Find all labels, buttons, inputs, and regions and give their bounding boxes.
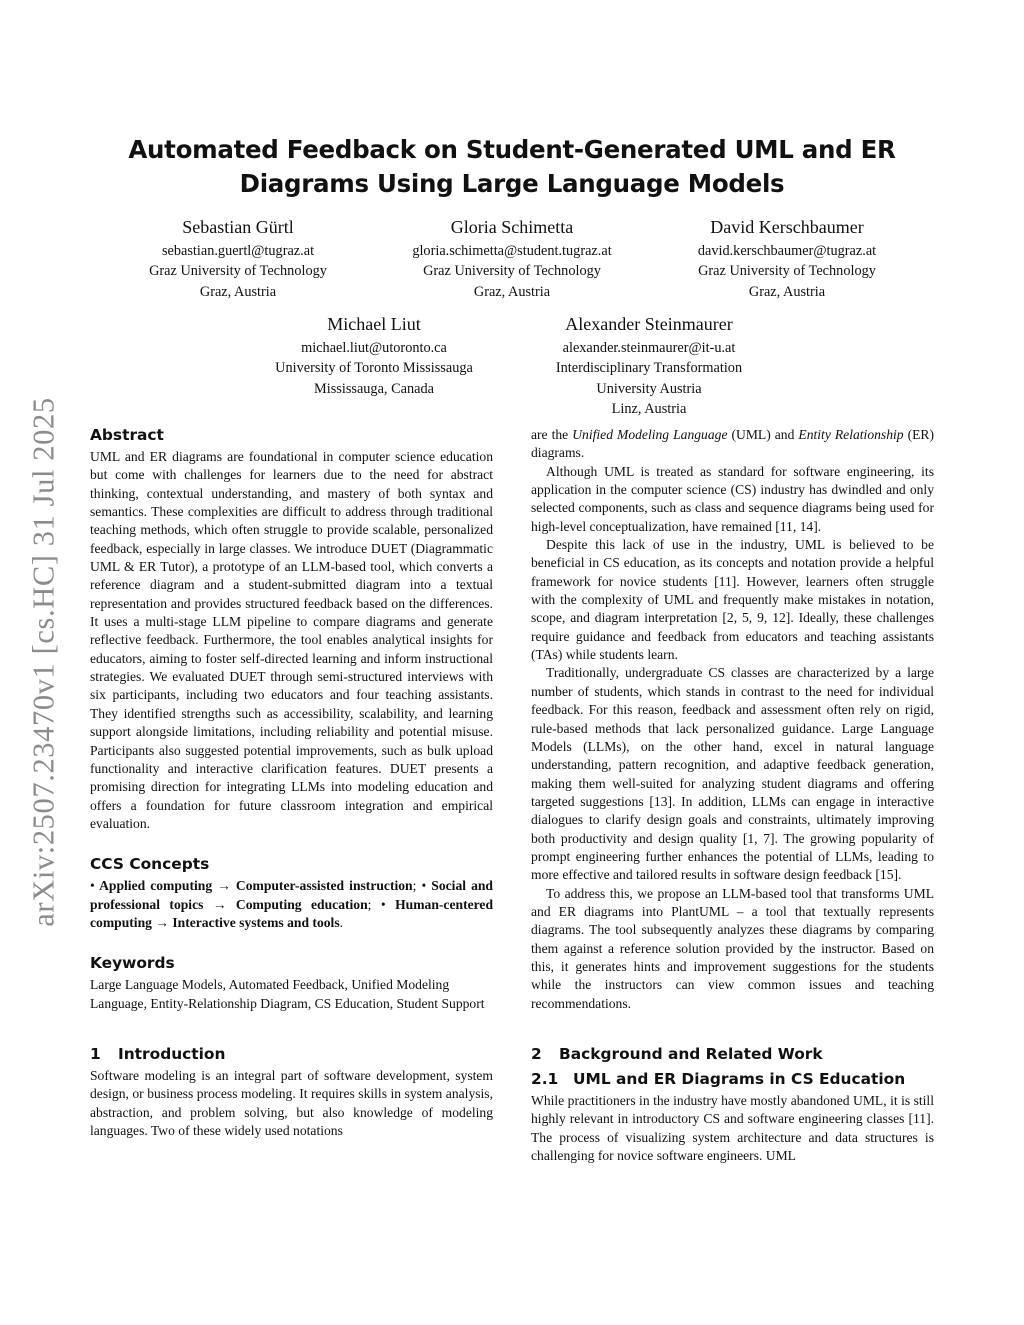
author-block xyxy=(637,214,937,302)
uml-er-subheading: 2.1 UML and ER Diagrams in CS Education xyxy=(531,1070,906,1088)
keywords-text: Large Language Models, Automated Feedback, Unified Modeling Language, Entity-Relationship Diagram, CS Education, Student Support xyxy=(90,977,485,1011)
author-email: david.kerschbaumer@tugraz.at xyxy=(697,243,877,259)
ccs-concepts: • Applied computing → Computer-assisted instruction; • Social and professional topics → Computing education; • Human-centered computing → Interactive systems and tools. xyxy=(90,878,494,930)
author-location: Graz, Austria xyxy=(199,283,277,300)
title-line-1: Automated Feedback on Student-Generated UML and ER xyxy=(128,135,896,164)
author-affiliation: Graz University of Technology xyxy=(149,263,327,280)
ccs-heading: CCS Concepts xyxy=(90,855,210,874)
keywords-heading: Keywords xyxy=(90,954,175,973)
author-name: Gloria Schimetta xyxy=(450,217,574,237)
author-email: michael.liut@utoronto.ca xyxy=(301,340,447,356)
intro-paragraph: Although UML is treated as standard for software engineering, its application in the computer science (CS) industry has dwindled and only selected components, such as class and sequence diagrams being used for high-level conceptualization, have remained [11, 14]. xyxy=(531,463,934,534)
author-name: David Kerschbaumer xyxy=(710,217,864,237)
background-paragraph: While practitioners in the industry have mostly abandoned UML, it is still highly relevant in introductory CS and software engineering classes [11]. The process of visualizing system architecture and data structures is challenging for novice software engineers. UML xyxy=(531,1093,934,1164)
author-affiliation: Graz University of Technology xyxy=(698,263,876,280)
abstract-text: UML and ER diagrams are foundational in computer science education but come with challenges for learners due to the need for abstract thinking, contextual understanding, and mastery of both syntax and semantics. These complexities are difficult to address through traditional teaching methods, which often struggle to provide scalable, personalized feedback, especially in large classes. We introduce DUET (Diagrammatic UML & ER Tutor), a prototype of an LLM-based tool, which converts a reference diagram and a student-submitted diagram into a textual representation and provides structured feedback based on the differences. It uses a multi-stage LLM pipeline to compare diagrams and generate reflective feedback. Furthermore, the tool enables analytical insights for educators, aiming to foster self-directed learning and inform instructional strategies. We evaluated DUET through semi-structured interviews with six participants, including two educators and four teaching assistants. They identified strengths such as accessibility, scalability, and learning support alongside limitations, including reliability and potential misuse. Participants also suggested potential improvements, such as bulk upload functionality and interactive clarification features. DUET presents a promising direction for integrating LLMs into modeling education and offers a foundation for future classroom integration and empirical evaluation. xyxy=(90,449,493,831)
author-affiliation-line-2: University Austria xyxy=(596,380,702,397)
author-location: Mississauga, Canada xyxy=(314,380,434,397)
intro-paragraph: To address this, we propose an LLM-based tool that transforms UML and ER diagrams into PlantUML – a tool that textually represents diagrams. The tool subsequently analyzes these diagrams by comparing them against a reference solution provided by the instructor. Based on this, it generates hints and improvement suggestions for the students while the instructors can view common issues and teaching recommendations. xyxy=(531,885,934,1011)
author-block xyxy=(499,311,799,420)
author-email: sebastian.guertl@tugraz.at xyxy=(161,243,315,259)
left-column xyxy=(90,424,493,1140)
abstract-heading: Abstract xyxy=(90,426,164,444)
ccs-term: Computer-assisted instruction xyxy=(235,878,413,894)
author-email: alexander.steinmaurer@it-u.at xyxy=(562,340,736,356)
ccs-term: Human-centered computing xyxy=(90,896,494,930)
author-affiliation: University of Toronto Mississauga xyxy=(275,360,473,377)
ccs-term: Applied computing xyxy=(99,878,213,894)
intro-paragraph: Traditionally, undergraduate CS classes are characterized by a large number of students, which stands in contrast to the need for individual feedback. For this reason, feedback and assessment often rely on rigid, rule-based methods that lack personalized guidance. Large Language Models (LLMs), on the other hand, excel in natural language understanding, pattern recognition, and adaptive feedback generation, making them well-suited for analyzing student diagrams and offering targeted suggestions [13]. In addition, LLMs can engage in interactive dialogues to clarify design goals and constraints, ultimately improving both productivity and design quality [1, 7]. The growing popularity of prompt engineering further enhances the potential of LLMs, leading to more effective and tailored results in software design feedback [15]. xyxy=(531,665,934,883)
title-line-2: Diagrams Using Large Language Models xyxy=(239,169,785,198)
ccs-term: Interactive systems and tools xyxy=(172,914,340,930)
author-location: Graz, Austria xyxy=(473,283,551,300)
author-name: Michael Liut xyxy=(327,314,421,334)
intro-paragraph: Software modeling is an integral part of software development, system design, or business process modeling. It requires skills in system analysis, abstraction, and problem solving, but also knowledge of modeling languages. Two of these widely used notations xyxy=(90,1067,493,1138)
author-email: gloria.schimetta@student.tugraz.at xyxy=(412,243,612,259)
paper-title xyxy=(100,133,924,201)
author-block xyxy=(88,214,388,302)
author-affiliation: Interdisciplinary Transformation xyxy=(555,360,743,377)
right-column xyxy=(531,426,934,1165)
arxiv-identifier: arXiv:2507.23470v1 [cs.HC] 31 Jul 2025 xyxy=(26,397,61,927)
author-location: Graz, Austria xyxy=(748,283,826,300)
intro-paragraph: Despite this lack of use in the industry, UML is believed to be beneficial in CS education, as its concepts and notation provide a helpful framework for novice students [11]. However, learners often struggle with the complexity of UML and frequently make mistakes in notation, scope, and diagram interpretation [2, 5, 9, 12]. Ideally, these challenges require guidance and feedback from educators and teaching assistants (TAs) while students learn. xyxy=(531,537,934,663)
author-name: Alexander Steinmaurer xyxy=(565,314,733,334)
background-heading: 2 Background and Related Work xyxy=(531,1045,823,1063)
author-name: Sebastian Gürtl xyxy=(182,217,294,237)
author-block xyxy=(224,311,524,399)
author-location: Linz, Austria xyxy=(611,401,687,418)
intro-heading: 1 Introduction xyxy=(90,1044,226,1063)
author-affiliation: Graz University of Technology xyxy=(423,263,601,280)
ccs-term: Social and professional topics xyxy=(90,878,493,912)
ccs-term: Computing education xyxy=(235,896,368,912)
author-block xyxy=(362,214,662,302)
intro-paragraph-continued: are the Unified Modeling Language (UML) and Entity Relationship (ER) diagrams. xyxy=(531,427,935,461)
